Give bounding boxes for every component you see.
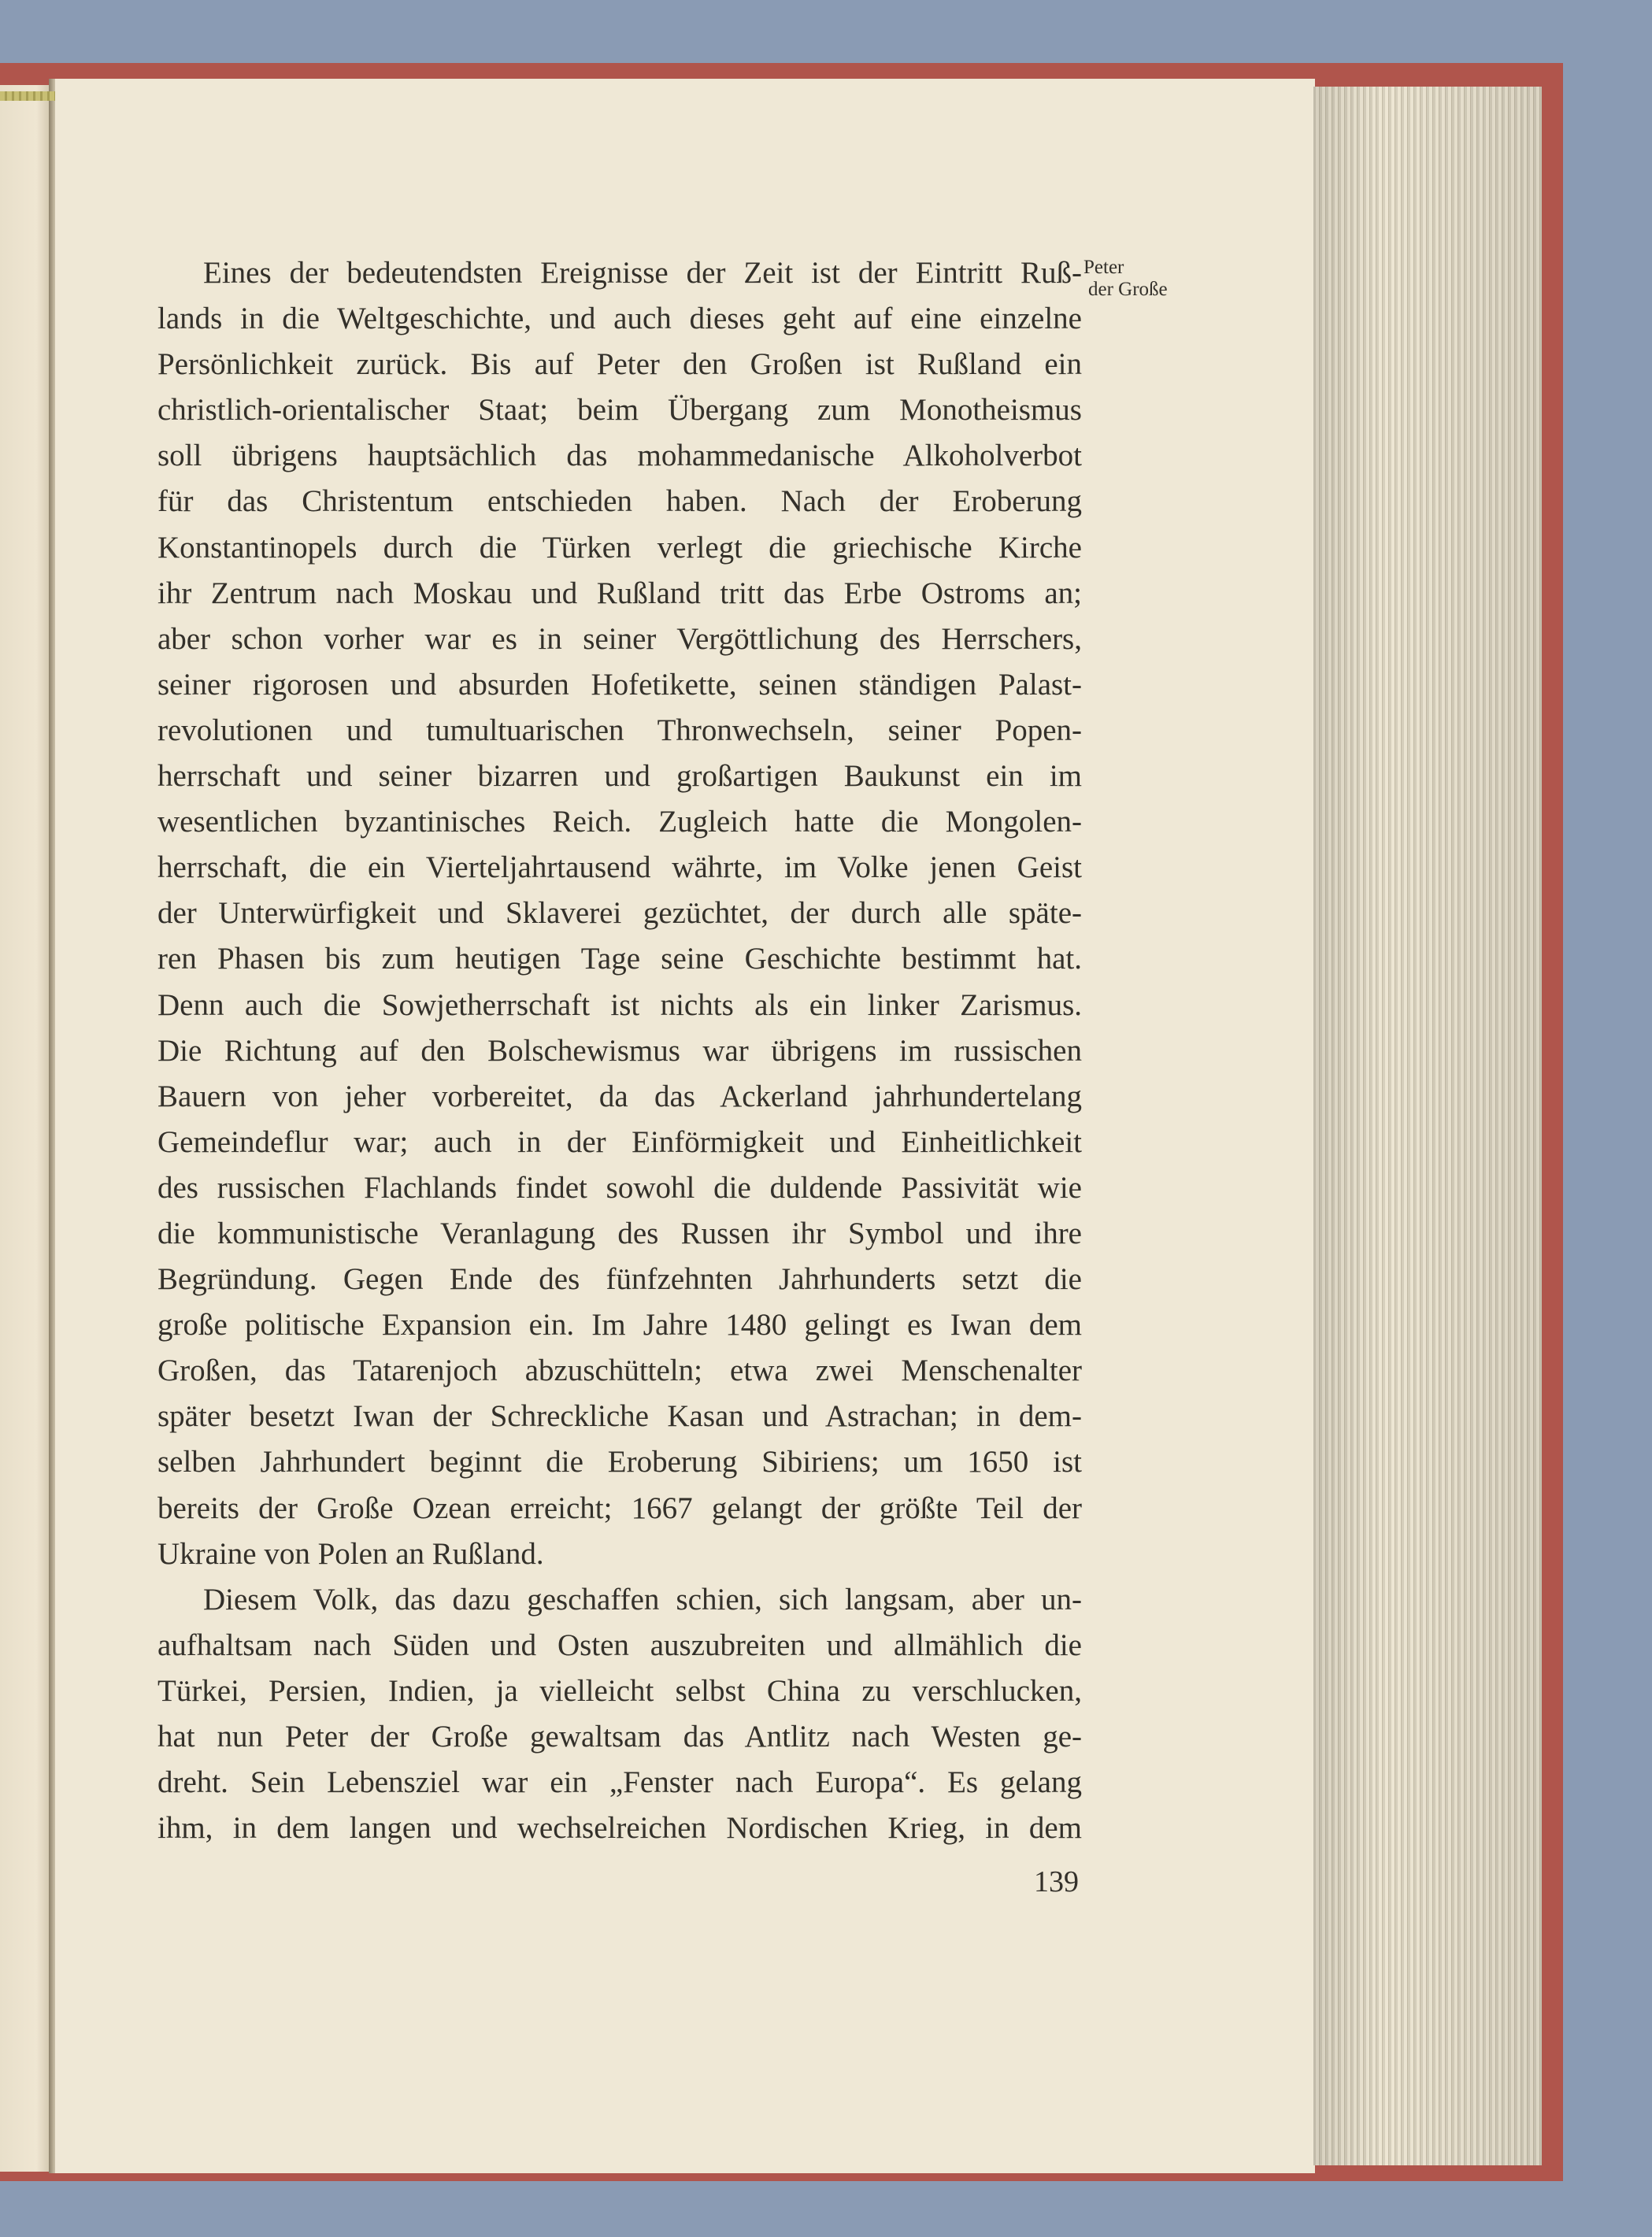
- text-line: selben Jahrhundert beginnt die Eroberung Sibiriens; um 1650 ist: [157, 1445, 1082, 1480]
- text-line: christlich-orientalischer Staat; beim Übergang zum Monotheismus: [157, 393, 1082, 428]
- text-line: Die Richtung auf den Bolschewismus war übrigens im russischen: [157, 1033, 1082, 1068]
- margin-note: [1083, 257, 1194, 301]
- text-line: dreht. Sein Lebensziel war ein „Fenster nach Europa“. Es gelang: [157, 1765, 1082, 1800]
- left-page-edge: [0, 85, 52, 2172]
- text-line: ihm, in dem langen und wechselreichen Nordischen Krieg, in dem: [157, 1811, 1082, 1846]
- text-line: Persönlichkeit zurück. Bis auf Peter den Großen ist Rußland ein: [157, 347, 1082, 382]
- margin-note-line: der Große: [1088, 279, 1168, 300]
- body-text: [157, 250, 1082, 1851]
- text-line: die kommunistische Veranlagung des Russen ihr Symbol und ihre: [157, 1216, 1082, 1250]
- text-line: große politische Expansion ein. Im Jahre 1480 gelingt es Iwan dem: [157, 1308, 1082, 1343]
- text-line: Diesem Volk, das dazu geschaffen schien, sich langsam, aber un-: [203, 1582, 1082, 1617]
- text-line: Gemeindeflur war; auch in der Einförmigkeit und Einheitlichkeit: [157, 1124, 1082, 1159]
- text-line: Denn auch die Sowjetherrschaft ist nichts als ein linker Zarismus.: [157, 987, 1082, 1022]
- text-line: Türkei, Persien, Indien, ja vielleicht selbst China zu verschlucken,: [157, 1673, 1082, 1708]
- text-line: ren Phasen bis zum heutigen Tage seine Geschichte bestimmt hat.: [157, 942, 1082, 976]
- text-line: Begründung. Gegen Ende des fünfzehnten Jahrhunderts setzt die: [157, 1262, 1082, 1297]
- text-line: Bauern von jeher vorbereitet, da das Ackerland jahrhundertelang: [157, 1079, 1082, 1113]
- text-line: aufhaltsam nach Süden und Osten auszubreiten und allmählich die: [157, 1628, 1082, 1662]
- text-line: hat nun Peter der Große gewaltsam das Antlitz nach Westen ge-: [157, 1720, 1082, 1754]
- page-number: 139: [1034, 1865, 1079, 1898]
- text-line: der Unterwürfigkeit und Sklaverei gezüchtet, der durch alle späte-: [157, 896, 1082, 931]
- text-line: seiner rigorosen und absurden Hofetikette, seinen ständigen Palast-: [157, 667, 1082, 702]
- text-line: des russischen Flachlands findet sowohl die duldende Passivität wie: [157, 1170, 1082, 1205]
- text-line: herrschaft und seiner bizarren und großartigen Baukunst ein im: [157, 759, 1082, 794]
- text-line: wesentlichen byzantinisches Reich. Zugleich hatte die Mongolen-: [157, 805, 1082, 839]
- text-line: ihr Zentrum nach Moskau und Rußland tritt das Erbe Ostroms an;: [157, 576, 1082, 610]
- text-line: aber schon vorher war es in seiner Vergöttlichung des Herrschers,: [157, 621, 1082, 656]
- text-line: Eines der bedeutendsten Ereignisse der Zeit ist der Eintritt Ruß-: [203, 256, 1082, 290]
- margin-note-line: Peter: [1083, 257, 1124, 278]
- text-line: später besetzt Iwan der Schreckliche Kasan und Astrachan; in dem-: [157, 1399, 1082, 1434]
- text-line: soll übrigens hauptsächlich das mohammedanische Alkoholverbot: [157, 439, 1082, 473]
- page-stack-edges: [1313, 87, 1542, 2165]
- text-line: revolutionen und tumultuarischen Thronwechseln, seiner Popen-: [157, 713, 1082, 747]
- text-line: für das Christentum entschieden haben. Nach der Eroberung: [157, 484, 1082, 519]
- text-line: lands in die Weltgeschichte, und auch dieses geht auf eine einzelne: [157, 302, 1082, 336]
- text-line: bereits der Große Ozean erreicht; 1667 gelangt der größte Teil der: [157, 1491, 1082, 1525]
- text-line: Großen, das Tatarenjoch abzuschütteln; etwa zwei Menschenalter: [157, 1354, 1082, 1388]
- text-line: herrschaft, die ein Vierteljahrtausend währte, im Volke jenen Geist: [157, 850, 1082, 885]
- text-line: Ukraine von Polen an Rußland.: [157, 1536, 544, 1571]
- text-line: Konstantinopels durch die Türken verlegt die griechische Kirche: [157, 530, 1082, 565]
